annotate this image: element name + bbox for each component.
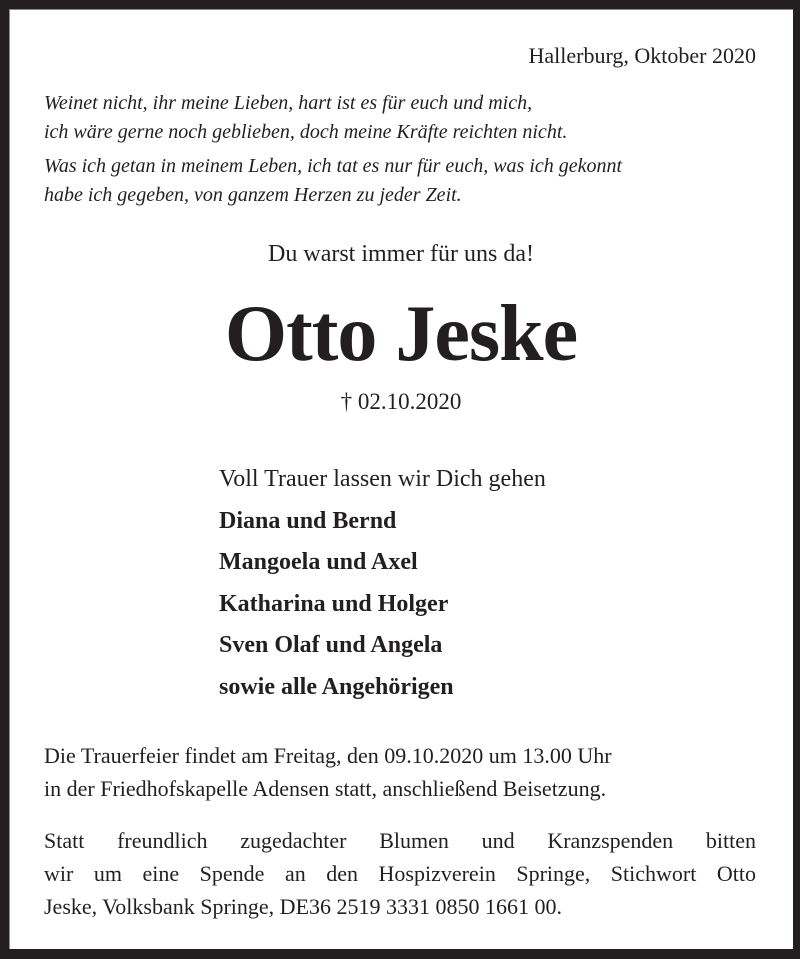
poem-line: ich wäre gerne noch geblieben, doch meine Kräfte reichten nicht. (44, 121, 568, 143)
mourners-list (219, 459, 546, 708)
donation-notice-line: Jeske, Volksbank Springe, DE36 2519 3331 0850 1661 00. (44, 894, 563, 919)
poem-stanza-2 (44, 152, 622, 210)
donation-notice-line: wir um eine Spende an den Hospizverein Springe, Stichwort Otto (44, 861, 756, 886)
motto: Du warst immer für uns da! (268, 241, 534, 267)
poem-line: Weinet nicht, ihr meine Lieben, hart ist es für euch und mich, (44, 92, 533, 114)
obituary-card (9, 9, 793, 949)
poem-line: Was ich getan in meinem Leben, ich tat es nur für euch, was ich gekonnt (44, 155, 623, 177)
poem-line: habe ich gegeben, von ganzem Herzen zu jeder Zeit. (44, 184, 462, 206)
poem-stanza-1 (44, 89, 567, 147)
mourner-family: sowie alle Angehörigen (219, 673, 454, 700)
donation-notice-line: Statt freundlich zugedachter Blumen und Kranzspenden bitten (44, 828, 756, 853)
place-date: Hallerburg, Oktober 2020 (528, 43, 756, 68)
funeral-notice (44, 739, 756, 805)
deceased-name: Otto Jeske (224, 290, 578, 378)
mourner-family: Mangoela und Axel (219, 549, 418, 575)
mourner-family: Katharina und Holger (219, 590, 449, 617)
funeral-notice-line: in der Friedhofskapelle Adensen statt, anschließend Beisetzung. (44, 776, 607, 801)
donation-notice (44, 824, 756, 923)
mourner-family: Sven Olaf und Angela (219, 632, 443, 658)
funeral-notice-line: Die Trauerfeier findet am Freitag, den 09.10.2020 um 13.00 Uhr (44, 743, 612, 768)
death-date: † 02.10.2020 (340, 389, 462, 414)
mourners-intro: Voll Trauer lassen wir Dich gehen (219, 466, 546, 492)
mourner-family: Diana und Bernd (219, 507, 397, 534)
